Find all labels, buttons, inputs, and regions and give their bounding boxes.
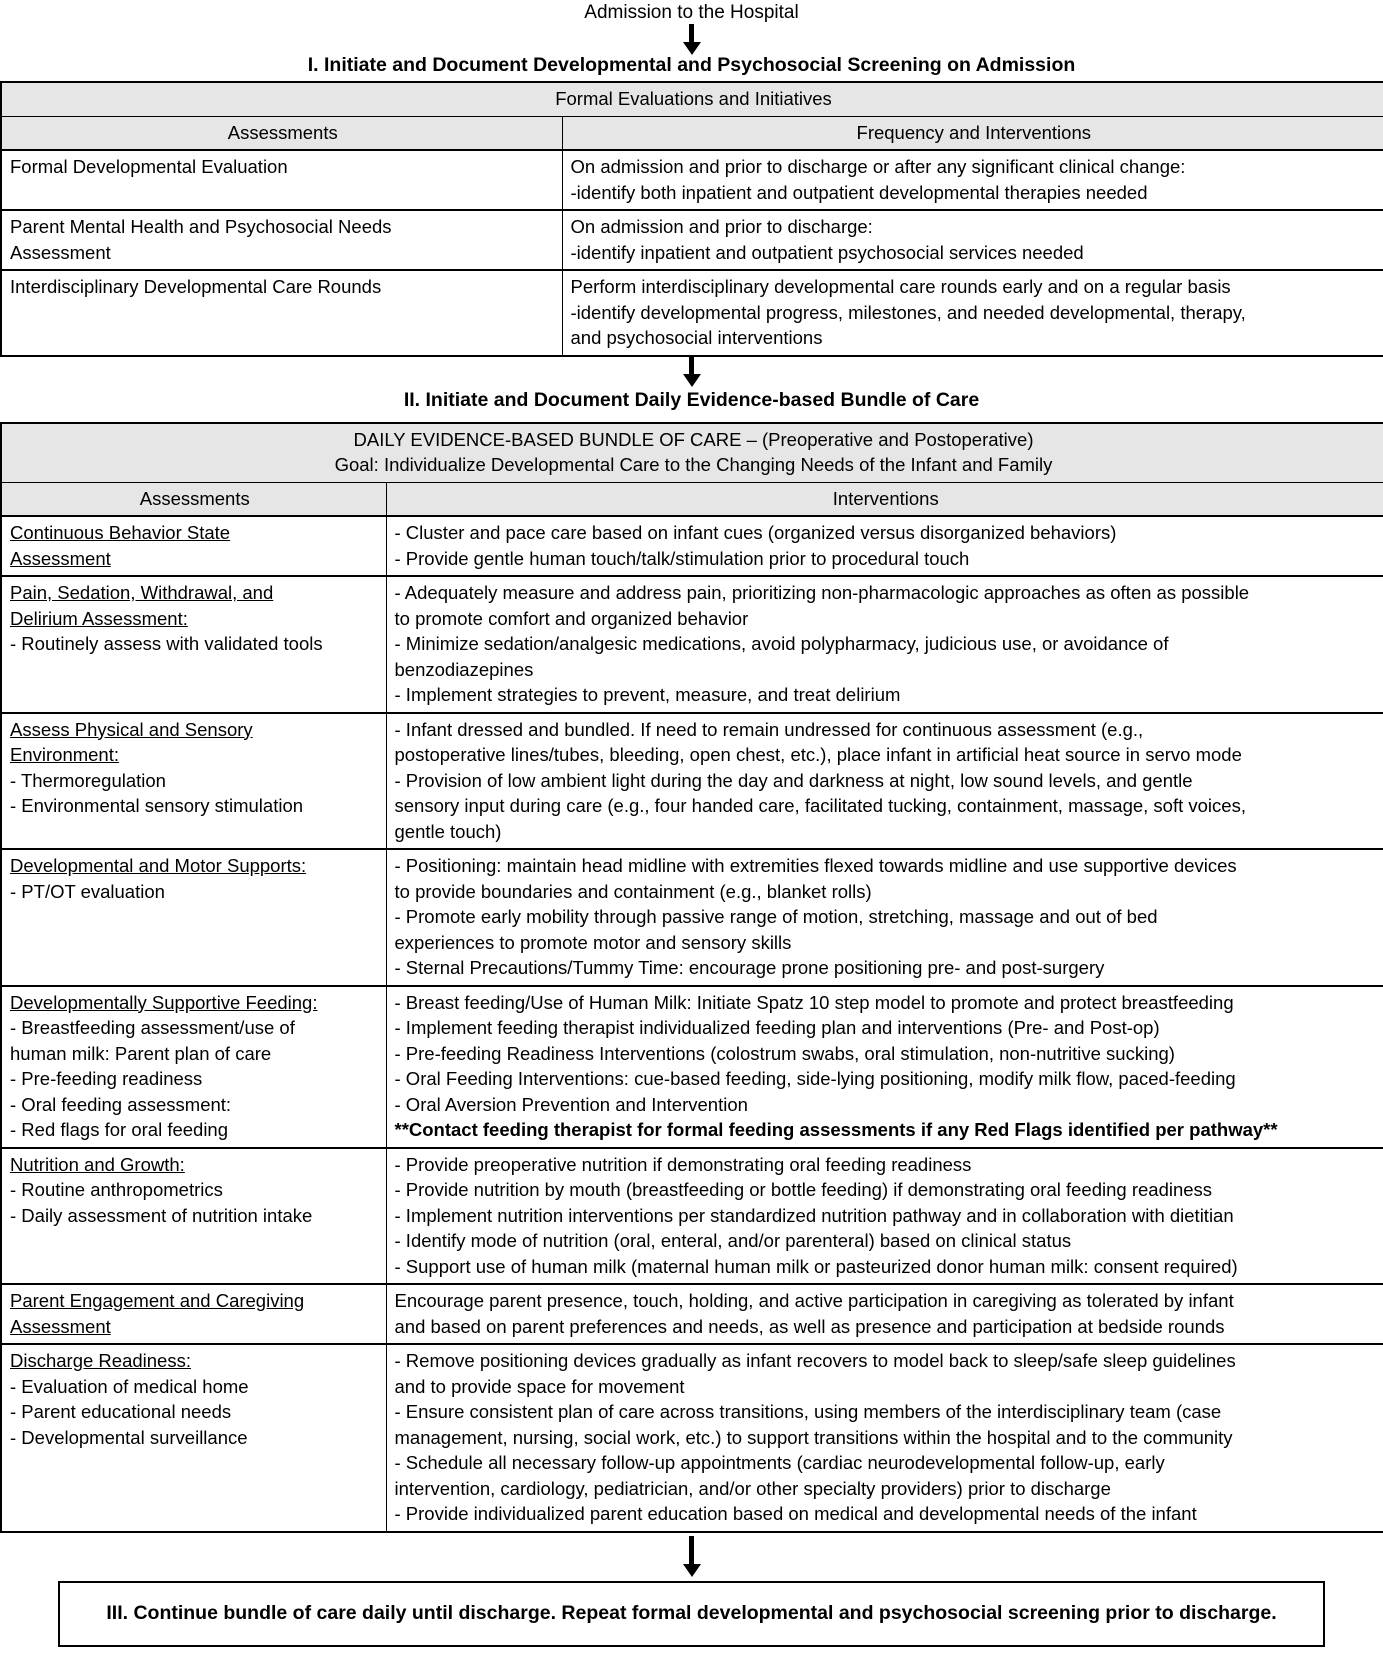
col-header-frequency: Frequency and Interventions (562, 116, 1383, 150)
band-line-2: Goal: Individualize Developmental Care to the Changing Needs of the Infant and Family (334, 454, 1053, 475)
table-row (1, 713, 1383, 850)
assessment-line: - Evaluation of medical home (10, 1375, 249, 1397)
assessment-cell (1, 210, 562, 270)
intervention-line: - Implement nutrition interventions per standardized nutrition pathway and in collaboration with dietitian (394, 1204, 1234, 1226)
intervention-line: to provide boundaries and containment (e.g., blanket rolls) (394, 880, 872, 902)
assessment-cell (1, 270, 562, 356)
assessment-line: Assessment (10, 241, 111, 263)
intervention-cell (562, 270, 1383, 356)
assessment-line: Assessment (10, 1315, 111, 1337)
section-one-band-row (1, 82, 1383, 116)
intervention-line: - Implement strategies to prevent, measure, and treat delirium (394, 684, 901, 705)
assessment-cell (1, 516, 386, 576)
table-row (1, 849, 1383, 986)
intervention-cell (386, 576, 1383, 713)
table-row (1, 1284, 1383, 1344)
intervention-cell (386, 1284, 1383, 1344)
assessment-line: - Oral feeding assessment: (10, 1093, 232, 1115)
intervention-line: and to provide space for movement (394, 1375, 685, 1397)
assessment-line: - Pre-feeding readiness (10, 1068, 203, 1089)
assessment-cell (1, 1148, 386, 1285)
intervention-cell (386, 849, 1383, 986)
col-header-interventions: Interventions (386, 482, 1383, 516)
intervention-line: - Positioning: maintain head midline with extremities flexed towards midline and use supportive devices (394, 855, 1237, 876)
arrow-to-section-three (0, 1533, 1383, 1581)
section-one-band: Formal Evaluations and Initiatives (1, 82, 1383, 116)
intervention-line: - Pre-feeding Readiness Interventions (colostrum swabs, oral stimulation, non-nutritive sucking) (394, 1042, 1175, 1064)
assessment-line: - PT/OT evaluation (10, 880, 165, 902)
intervention-line: - Breast feeding/Use of Human Milk: Initiate Spatz 10 step model to promote and protect breastfeeding (394, 991, 1234, 1013)
intervention-line: - Oral Aversion Prevention and Intervention (394, 1093, 748, 1115)
band-line-1: DAILY EVIDENCE-BASED BUNDLE OF CARE – (Preoperative and Postoperative) (353, 428, 1034, 450)
assessment-line: Developmentally Supportive Feeding: (10, 991, 318, 1013)
arrow-to-section-one (0, 24, 1383, 54)
assessment-cell (1, 849, 386, 986)
section-three-wrap (0, 1581, 1383, 1647)
table-row (1, 986, 1383, 1148)
assessment-cell (1, 1284, 386, 1344)
assessment-cell (1, 576, 386, 713)
assessment-cell (1, 986, 386, 1148)
section-two-column-header-row (1, 482, 1383, 516)
intervention-line: and psychosocial interventions (570, 327, 823, 348)
intervention-line: - Provision of low ambient light during the day and darkness at night, low sound levels, and gentle (394, 769, 1193, 791)
intervention-line: Perform interdisciplinary developmental care rounds early and on a regular basis (570, 276, 1231, 297)
section-one-table (0, 81, 1383, 357)
intervention-line: -identify developmental progress, milestones, and needed developmental, therapy, (570, 301, 1246, 323)
top-caption: Admission to the Hospital (584, 2, 799, 23)
intervention-line: - Oral Feeding Interventions: cue-based feeding, side-lying positioning, modify milk flow, paced-feeding (394, 1068, 1236, 1089)
table-row (1, 576, 1383, 713)
table-row (1, 516, 1383, 576)
table-row (1, 270, 1383, 356)
table-row (1, 210, 1383, 270)
assessment-line: Environment: (10, 744, 119, 765)
intervention-line: - Provide preoperative nutrition if demonstrating oral feeding readiness (394, 1153, 972, 1175)
section-one-title: I. Initiate and Document Developmental and Psychosocial Screening on Admission (307, 54, 1076, 76)
assessment-line: Continuous Behavior State (10, 522, 231, 543)
assessment-line: - Developmental surveillance (10, 1426, 248, 1448)
intervention-line: - Promote early mobility through passive range of motion, stretching, massage and out of bed (394, 906, 1158, 927)
assessment-line: - Daily assessment of nutrition intake (10, 1204, 313, 1226)
col-header-assessments: Assessments (1, 482, 386, 516)
intervention-line: and based on parent preferences and needs, as well as presence and participation at bedside rounds (394, 1315, 1225, 1337)
intervention-cell (386, 1344, 1383, 1532)
intervention-line: -identify inpatient and outpatient psychosocial services needed (570, 241, 1084, 263)
assessment-line: Pain, Sedation, Withdrawal, and (10, 582, 274, 603)
intervention-line: management, nursing, social work, etc.) to support transitions within the hospital and to the community (394, 1426, 1233, 1448)
intervention-cell (386, 516, 1383, 576)
arrow-to-section-two (0, 357, 1383, 387)
intervention-line: - Adequately measure and address pain, prioritizing non-pharmacologic approaches as often as possible (394, 582, 1250, 603)
intervention-line: - Cluster and pace care based on infant cues (organized versus disorganized behaviors) (394, 522, 1117, 543)
assessment-line: Parent Engagement and Caregiving (10, 1290, 305, 1311)
down-arrow-icon (683, 356, 701, 387)
assessment-line: Nutrition and Growth: (10, 1153, 185, 1175)
intervention-line: - Sternal Precautions/Tummy Time: encourage prone positioning pre- and post-surgery (394, 957, 1105, 978)
assessment-line: - Parent educational needs (10, 1401, 232, 1422)
assessment-cell (1, 1344, 386, 1532)
intervention-line: - Provide individualized parent education based on medical and developmental needs of the infant (394, 1503, 1197, 1524)
intervention-line: - Minimize sedation/analgesic medications, avoid polypharmacy, judicious use, or avoidance of (394, 633, 1169, 654)
intervention-cell (562, 150, 1383, 210)
assessment-line: - Breastfeeding assessment/use of (10, 1017, 295, 1038)
assessment-line: human milk: Parent plan of care (10, 1042, 272, 1064)
assessment-line: Assessment (10, 547, 111, 569)
section-two-band (1, 423, 1383, 483)
intervention-line: Encourage parent presence, touch, holding, and active participation in caregiving as tolerated by infant (394, 1290, 1234, 1311)
intervention-line: intervention, cardiology, pediatrician, and/or other specialty providers) prior to discharge (394, 1477, 1111, 1499)
assessment-line: Assess Physical and Sensory (10, 718, 253, 740)
assessment-line: Formal Developmental Evaluation (10, 156, 288, 177)
assessment-line: - Thermoregulation (10, 769, 166, 791)
assessment-line: Developmental and Motor Supports: (10, 855, 307, 876)
intervention-cell (386, 1148, 1383, 1285)
intervention-line: On admission and prior to discharge or after any significant clinical change: (570, 156, 1186, 177)
section-two-title: II. Initiate and Document Daily Evidence-based Bundle of Care (403, 388, 980, 411)
intervention-line: to promote comfort and organized behavior (394, 607, 749, 629)
table-row (1, 1148, 1383, 1285)
intervention-line: postoperative lines/tubes, bleeding, open chest, etc.), place infant in artificial heat source in servo mode (394, 744, 1242, 765)
intervention-line: experiences to promote motor and sensory skills (394, 931, 792, 953)
intervention-line: - Schedule all necessary follow-up appointments (cardiac neurodevelopmental follow-up, early (394, 1452, 1165, 1473)
down-arrow-icon (683, 1536, 701, 1577)
intervention-cell (386, 713, 1383, 850)
assessment-line: Discharge Readiness: (10, 1350, 191, 1371)
intervention-cell (562, 210, 1383, 270)
table-row (1, 1344, 1383, 1532)
table-row (1, 150, 1383, 210)
col-header-assessments: Assessments (1, 116, 562, 150)
section-two-band-row (1, 423, 1383, 483)
intervention-line: -identify both inpatient and outpatient developmental therapies needed (570, 181, 1148, 203)
assessment-line: - Routinely assess with validated tools (10, 633, 323, 654)
intervention-line: - Infant dressed and bundled. If need to remain undressed for continuous assessment (e.g., (394, 718, 1144, 740)
assessment-line: - Routine anthropometrics (10, 1179, 223, 1200)
intervention-line: - Support use of human milk (maternal human milk or pasteurized donor human milk: consent required) (394, 1255, 1238, 1277)
assessment-line: - Environmental sensory stimulation (10, 795, 304, 816)
intervention-line: - Provide nutrition by mouth (breastfeeding or bottle feeding) if demonstrating oral feeding readiness (394, 1179, 1213, 1200)
assessment-line: - Red flags for oral feeding (10, 1119, 229, 1140)
intervention-line: sensory input during care (e.g., four handed care, facilitated tucking, containment, massage, soft voices, (394, 795, 1246, 816)
section-three-box: III. Continue bundle of care daily until discharge. Repeat formal developmental and psychosocial screening prior to discharge. (58, 1581, 1325, 1647)
intervention-line: - Identify mode of nutrition (oral, enteral, and/or parenteral) based on clinical status (394, 1230, 1072, 1251)
assessment-cell (1, 150, 562, 210)
intervention-line: - Provide gentle human touch/talk/stimulation prior to procedural touch (394, 547, 970, 569)
assessment-line: Interdisciplinary Developmental Care Rounds (10, 276, 382, 297)
intervention-note-bold: **Contact feeding therapist for formal feeding assessments if any Red Flags identified per pathway** (394, 1119, 1278, 1140)
assessment-line: Parent Mental Health and Psychosocial Needs (10, 216, 392, 237)
assessment-cell (1, 713, 386, 850)
intervention-line: - Remove positioning devices gradually as infant recovers to model back to sleep/safe sleep guidelines (394, 1350, 1236, 1371)
intervention-line: - Ensure consistent plan of care across transitions, using members of the interdisciplinary team (case (394, 1401, 1222, 1422)
intervention-line: gentle touch) (394, 820, 502, 842)
section-one-column-header-row (1, 116, 1383, 150)
intervention-line: benzodiazepines (394, 658, 534, 680)
intervention-line: - Implement feeding therapist individualized feeding plan and interventions (Pre- and Post-op) (394, 1017, 1160, 1038)
section-two-table (0, 422, 1383, 1533)
intervention-line: On admission and prior to discharge: (570, 216, 873, 237)
down-arrow-icon (683, 24, 701, 55)
intervention-cell (386, 986, 1383, 1148)
assessment-line: Delirium Assessment: (10, 607, 188, 629)
